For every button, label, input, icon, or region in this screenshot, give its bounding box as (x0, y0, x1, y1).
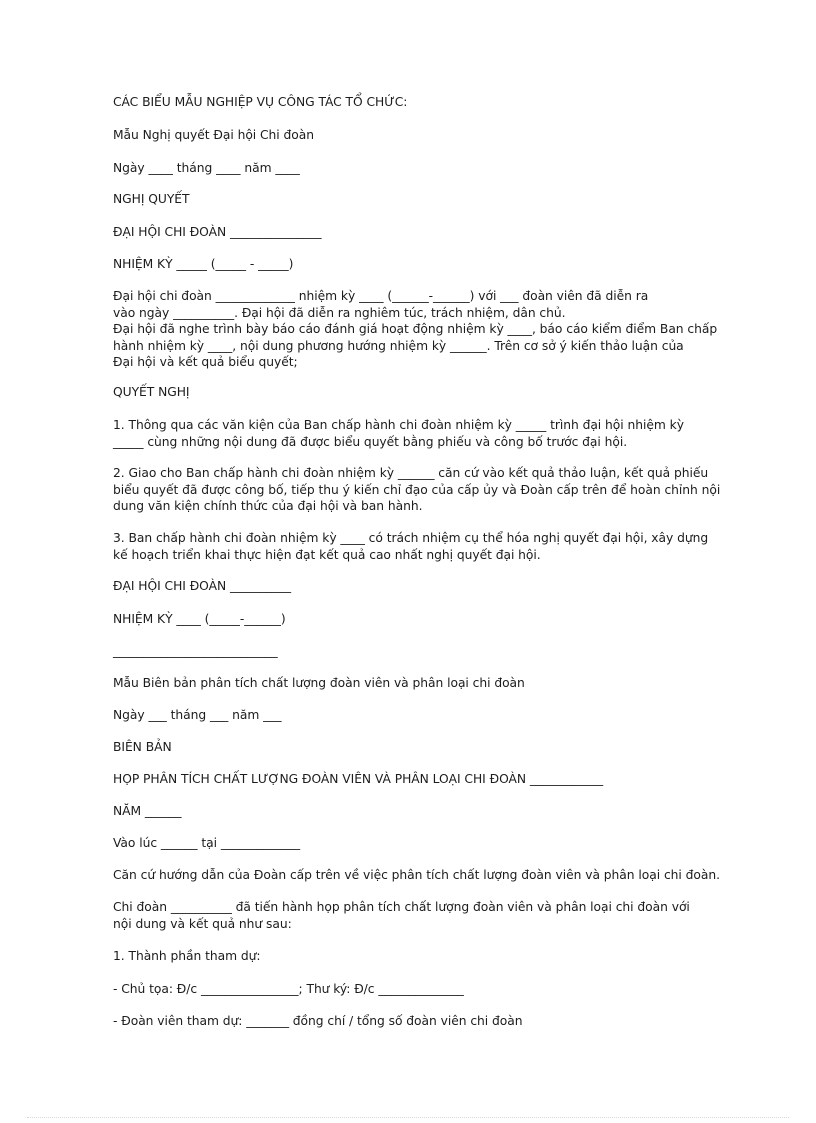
preamble-line: hành nhiệm kỳ ____, nội dung phương hướng nhiệm kỳ ______. Trên cơ sở ý kiến thảo luận của (113, 338, 684, 353)
form1-sign-term: NHIỆM KỲ ____ (_____-______) (113, 612, 286, 626)
form2-heading: Mẫu Biên bản phân tích chất lượng đoàn viên và phân loại chi đoàn (113, 676, 525, 690)
form2-date-line: Ngày ___ tháng ___ năm ___ (113, 708, 282, 722)
intro-line: nội dung và kết quả như sau: (113, 916, 292, 931)
form1-signature-line: ___________________________ (113, 644, 278, 658)
item-line: 3. Ban chấp hành chi đoàn nhiệm kỳ ____ có trách nhiệm cụ thể hóa nghị quyết đại hội, xây dựng (113, 531, 709, 545)
form1-date-line: Ngày ____ tháng ____ năm ____ (113, 161, 300, 175)
form2-chair-line: - Chủ tọa: Đ/c ________________; Thư ký: Đ/c ______________ (113, 982, 464, 996)
item-line: 1. Thông qua các văn kiện của Ban chấp hành chi đoàn nhiệm kỳ _____ trình đại hội nhiệm kỳ (113, 418, 684, 432)
page-bottom-divider (27, 1117, 789, 1118)
form2-intro (113, 899, 690, 932)
form2-time-place-line: Vào lúc ______ tại _____________ (113, 836, 301, 850)
preamble-line: Đại hội chi đoàn _____________ nhiệm kỳ ____ (______-______) với ___ đoàn viên đã diễn ra (113, 289, 649, 303)
form1-doc-type: NGHỊ QUYẾT (113, 192, 190, 206)
form1-term-line: NHIỆM KỲ _____ (_____ - _____) (113, 257, 294, 271)
item-line: 2. Giao cho Ban chấp hành chi đoàn nhiệm kỳ ______ căn cứ vào kết quả thảo luận, kết quả phiếu (113, 466, 709, 480)
intro-line: Chi đoàn __________ đã tiến hành họp phân tích chất lượng đoàn viên và phân loại chi đoàn với (113, 900, 690, 914)
form1-sign-congress: ĐẠI HỘI CHI ĐOÀN __________ (113, 579, 291, 593)
form1-congress-line: ĐẠI HỘI CHI ĐOÀN _______________ (113, 225, 322, 239)
preamble-line: Đại hội và kết quả biểu quyết; (113, 355, 298, 369)
item-line: kế hoạch triển khai thực hiện đạt kết quả cao nhất nghị quyết đại hội. (113, 547, 541, 562)
preamble-line: Đại hội đã nghe trình bày báo cáo đánh giá hoạt động nhiệm kỳ ____, báo cáo kiểm điểm Ban chấp (113, 322, 718, 336)
form1-item-3 (113, 530, 708, 563)
form2-attendees-line: - Đoàn viên tham dự: _______ đồng chí / tổng số đoàn viên chi đoàn (113, 1014, 523, 1028)
item-line: biểu quyết đã được công bố, tiếp thu ý kiến chỉ đạo của cấp ủy và Đoàn cấp trên để hoàn chỉnh nội (113, 482, 721, 497)
form1-resolution-heading: QUYẾT NGHỊ (113, 385, 190, 399)
form1-preamble (113, 288, 717, 371)
preamble-line: vào ngày __________. Đại hội đã diễn ra nghiêm túc, trách nhiệm, dân chủ. (113, 305, 566, 320)
form1-heading: Mẫu Nghị quyết Đại hội Chi đoàn (113, 128, 314, 142)
item-line: dung văn kiện chính thức của đại hội và ban hành. (113, 499, 423, 513)
form2-year-line: NĂM ______ (113, 804, 182, 818)
form2-basis: Căn cứ hướng dẫn của Đoàn cấp trên về việc phân tích chất lượng đoàn viên và phân loại chi đoàn. (113, 868, 720, 882)
item-line: _____ cùng những nội dung đã được biểu quyết bằng phiếu và công bố trước đại hội. (113, 434, 628, 449)
form2-meeting-title: HỌP PHÂN TÍCH CHẤT LƯỢNG ĐOÀN VIÊN VÀ PHÂN LOẠI CHI ĐOÀN ____________ (113, 772, 604, 786)
form2-section-1: 1. Thành phần tham dự: (113, 949, 261, 963)
document-title: CÁC BIỂU MẪU NGHIỆP VỤ CÔNG TÁC TỔ CHỨC: (113, 95, 408, 109)
form1-item-2 (113, 465, 720, 515)
form2-doc-type: BIÊN BẢN (113, 740, 172, 754)
form1-item-1 (113, 417, 684, 450)
